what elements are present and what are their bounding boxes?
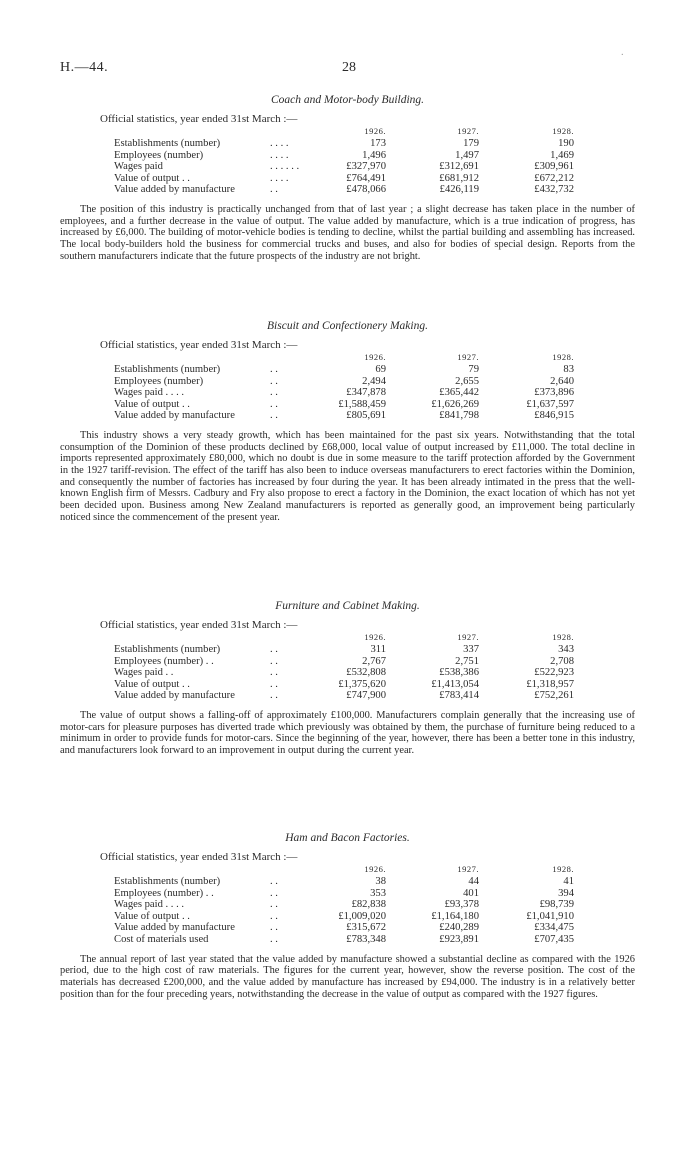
corner-mark: · [620,50,624,61]
value-1926: £315,672 [346,922,386,934]
leader-dots: . . . . [270,172,289,184]
leader-dots: . . . . . . [270,161,300,173]
year-header: 1926. [364,632,386,643]
row-label: Wages paid . . [114,667,174,679]
stats-intro: Official statistics, year ended 31st March :— [100,113,298,125]
row-label: Value of output . . [114,910,190,922]
value-1927: 1,497 [455,149,479,161]
value-1928: £334,475 [534,922,574,934]
value-1928: 2,708 [550,655,574,667]
value-1928: 394 [558,887,574,899]
value-1926: 173 [370,138,386,149]
section-coach-motor-body [60,94,635,262]
value-1928: £432,732 [534,184,574,196]
leader-dots: . . [270,375,278,387]
row-label: Establishments (number) [114,876,221,887]
section-title: Furniture and Cabinet Making. [275,600,420,612]
table-row [114,644,574,656]
year-header: 1928. [552,126,574,137]
leader-dots: . . . . [270,149,289,161]
value-1927: 79 [468,364,479,375]
table-row [114,173,574,185]
value-1928: £707,435 [534,933,574,945]
leader-dots: . . [270,398,278,410]
year-header: 1926. [364,126,386,137]
value-1926: 353 [370,887,386,899]
value-1927: £841,798 [439,410,479,422]
value-1927: £538,386 [439,667,479,679]
value-1927: 44 [468,876,479,887]
leader-dots: . . [270,922,278,934]
table-row [114,922,574,934]
value-1928: £1,318,957 [526,678,574,690]
year-header-row [114,632,574,644]
table-row [114,656,574,668]
table-row [114,364,574,376]
value-1926: £478,066 [346,184,386,196]
leader-dots: . . [270,644,278,655]
value-1927: 337 [463,644,479,655]
value-1926: £1,588,459 [338,398,386,410]
row-label: Value added by manufacture [114,184,235,196]
value-1926: 1,496 [362,149,386,161]
value-1928: 83 [563,364,574,375]
year-header: 1927. [457,126,479,137]
leader-dots: . . [270,678,278,690]
leader-dots: . . [270,690,278,702]
stats-table [114,864,574,946]
leader-dots: . . [270,899,278,911]
row-label: Value added by manufacture [114,410,235,422]
row-label: Employees (number) [114,149,204,161]
leader-dots: . . [270,410,278,422]
leader-dots: . . [270,364,278,375]
value-1928: £752,261 [534,690,574,702]
value-1926: 311 [370,644,386,655]
row-label: Value added by manufacture [114,922,235,934]
row-label: Wages paid . . . . [114,899,185,911]
year-header: 1927. [457,864,479,875]
year-header: 1928. [552,864,574,875]
value-1927: £681,912 [439,172,479,184]
value-1926: £347,878 [346,387,386,399]
value-1927: 2,751 [455,655,479,667]
value-1928: £1,041,910 [526,910,574,922]
page-header [60,60,640,80]
value-1927: £1,626,269 [431,398,479,410]
value-1926: £82,838 [351,899,386,911]
year-header: 1928. [552,632,574,643]
value-1928: 41 [563,876,574,887]
value-1927: £923,891 [439,933,479,945]
table-row [114,876,574,888]
year-header-row [114,126,574,138]
report-reference: H.—44. [60,60,109,75]
row-label: Value of output . . [114,172,190,184]
value-1928: £98,739 [539,899,574,911]
table-row [114,184,574,196]
row-label: Employees (number) [114,375,204,387]
stats-table [114,632,574,702]
table-row [114,161,574,173]
value-1928: £672,212 [534,172,574,184]
row-label: Wages paid . . . . [114,387,185,399]
value-1926: £805,691 [346,410,386,422]
value-1928: £309,961 [534,161,574,173]
value-1928: 190 [558,138,574,149]
leader-dots: . . [270,387,278,399]
table-row [114,410,574,422]
leader-dots: . . [270,876,278,887]
section-furniture-cabinet [60,600,635,757]
leader-dots: . . [270,933,278,945]
table-row [114,934,574,946]
section-title: Coach and Motor-body Building. [270,94,425,106]
value-1926: £327,970 [346,161,386,173]
leader-dots: . . [270,655,278,667]
value-1928: £522,923 [534,667,574,679]
value-1926: £532,808 [346,667,386,679]
value-1928: 2,640 [550,375,574,387]
stats-table [114,352,574,422]
value-1927: £365,442 [439,387,479,399]
stats-intro: Official statistics, year ended 31st March :— [100,851,298,863]
year-header: 1928. [552,352,574,363]
value-1927: £1,413,054 [431,678,479,690]
section-title: Ham and Bacon Factories. [285,832,410,844]
value-1926: £764,491 [346,172,386,184]
value-1927: £1,164,180 [431,910,479,922]
table-row [114,376,574,388]
value-1928: £373,896 [534,387,574,399]
section-title: Biscuit and Confectionery Making. [267,320,428,332]
value-1926: £1,375,620 [338,678,386,690]
table-row [114,138,574,150]
year-header: 1927. [457,352,479,363]
row-label: Establishments (number) [114,138,221,149]
year-header: 1926. [364,864,386,875]
year-header: 1926. [364,352,386,363]
value-1927: £312,691 [439,161,479,173]
row-label: Value of output . . [114,398,190,410]
value-1926: 2,767 [362,655,386,667]
row-label: Cost of materials used [114,933,209,945]
table-row [114,667,574,679]
value-1928: 343 [558,644,574,655]
table-row [114,911,574,923]
page-number: 28 [342,60,356,75]
table-row [114,150,574,162]
value-1927: 401 [463,887,479,899]
value-1927: 2,655 [455,375,479,387]
value-1926: £783,348 [346,933,386,945]
leader-dots: . . [270,887,278,899]
section-ham-bacon [60,832,635,1000]
value-1927: £783,414 [439,690,479,702]
body-paragraph: This industry shows a very steady growth, which has been maintained for the past six years. Notwithstanding that the total consumption of the Dominion of these products declined by £68,000, local value of output increased by £11,000. The total decline in imports represented approximately £80,000, which no doubt is due in some measure to the tariff protection afforded by the Government in the 1927 tariff-revision. The effect of the tariff has also been to induce overseas manufacturers to erect factories within the Dominion, and consequently the number of factories has increased by four during the year. It has been already intimated in the press that the well-known English firm of Messrs. Cadbury and Fry also propose to erect a factory in the Dominion, the exact location of which has not yet been decided upon. Business among New Zealand manufacturers is reported as generally good, an improvement being particularly noticed since the commencement of the present year. [60,429,635,523]
table-row [114,690,574,702]
value-1928: £1,637,597 [526,398,574,410]
row-label: Establishments (number) [114,644,221,655]
value-1926: £747,900 [346,690,386,702]
value-1926: 69 [375,364,386,375]
value-1927: £93,378 [444,899,479,911]
leader-dots: . . [270,184,278,196]
value-1927: £240,289 [439,922,479,934]
value-1928: £846,915 [534,410,574,422]
leader-dots: . . [270,667,278,679]
table-row [114,899,574,911]
leader-dots: . . . . [270,138,289,149]
body-paragraph: The position of this industry is practically unchanged from that of last year ; a slight decrease has taken place in the number of employees, and a further decrease in the value of output. The value added by manufacture, which is a true indication of progress, has increased by £6,000. The building of motor-vehicle bodies is tending to decline, whilst the partial building and assembling has increased. The local body-builders hold the business for commercial trucks and buses, and also for bodies of special design. Reports from the southern manufacturers indicate that the future prospects of the industry are not bright. [60,203,635,262]
stats-intro: Official statistics, year ended 31st March :— [100,339,298,351]
year-header-row [114,864,574,876]
row-label: Employees (number) . . [114,887,214,899]
table-row [114,679,574,691]
value-1926: 2,494 [362,375,386,387]
value-1926: £1,009,020 [338,910,386,922]
section-biscuit-confectionery [60,320,635,524]
value-1927: 179 [463,138,479,149]
body-paragraph: The value of output shows a falling-off of approximately £100,000. Manufacturers complain generally that the increasing use of motor-cars for pleasure purposes has diverted trade which previously was obtained by them, the purchase of furniture being reduced to a minimum in order to provide funds for motor-cars. Since the beginning of the year, however, there has been a better tone in this industry, and manufacturers look forward to an improvement in output during the current year. [60,709,635,757]
table-row [114,888,574,900]
leader-dots: . . [270,910,278,922]
row-label: Value of output . . [114,678,190,690]
table-row [114,399,574,411]
value-1926: 38 [375,876,386,887]
row-label: Establishments (number) [114,364,221,375]
year-header: 1927. [457,632,479,643]
value-1928: 1,469 [550,149,574,161]
year-header-row [114,352,574,364]
value-1927: £426,119 [439,184,479,196]
stats-table [114,126,574,196]
table-row [114,387,574,399]
row-label: Employees (number) . . [114,655,214,667]
body-paragraph: The annual report of last year stated that the value added by manufacture showed a substantial decline as compared with the 1926 period, due to the high cost of raw materials. The figures for the current year, however, show the reverse position. The cost of the materials has decreased £200,000, and the value added by manufacture has increased by £94,000. The industry is in a relatively better position than for the four preceding years, notwithstanding the decrease in the value of output as compared with the 1927 figures. [60,953,635,1000]
stats-intro: Official statistics, year ended 31st March :— [100,619,298,631]
row-label: Wages paid [114,161,163,173]
row-label: Value added by manufacture [114,690,235,702]
